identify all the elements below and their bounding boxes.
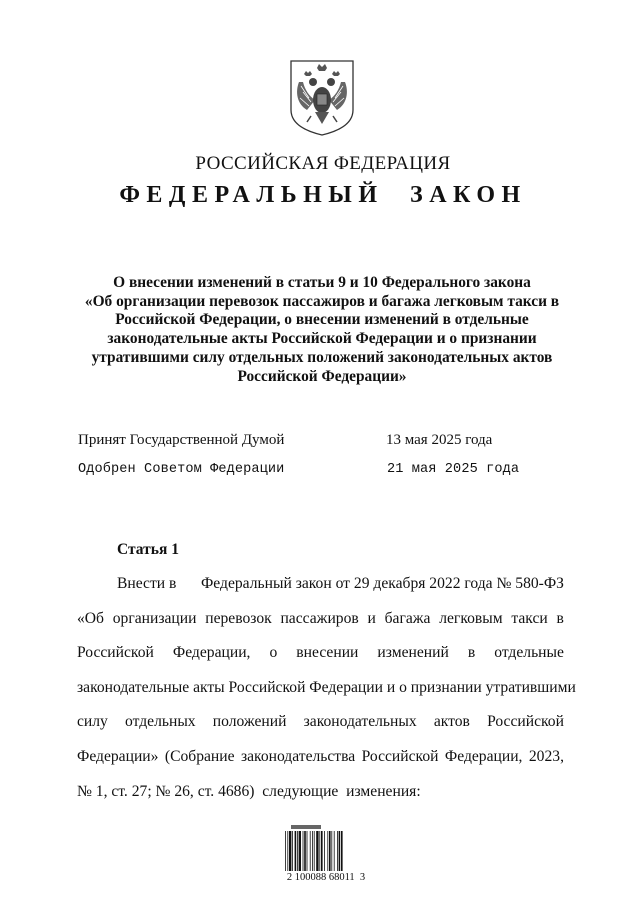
article-word: Российской [77, 644, 154, 662]
article-word: в [556, 609, 564, 627]
article-word: организации [112, 609, 197, 627]
barcode-icon [283, 825, 368, 873]
article-line [77, 567, 564, 602]
article-word: актов [433, 713, 470, 731]
law-title-line: «Об организации перевозок пассажиров и багажа легковым такси в [84, 292, 560, 310]
article-word: законодательных [303, 713, 417, 731]
council-approval-label: Одобрен Советом Федерации [78, 462, 285, 477]
council-approval-row [78, 462, 598, 484]
article-word: Российской [361, 747, 439, 765]
duma-adoption-label: Принят Государственной Думой [78, 432, 285, 448]
article-word: такси [511, 609, 548, 627]
article-word: Федерации, [444, 747, 523, 765]
law-title [72, 274, 572, 386]
article-word: Федеральный закон от 29 декабря 2022 года № 580-ФЗ [200, 575, 564, 592]
duma-adoption-row [78, 432, 598, 454]
article-word: (Собрание [164, 747, 235, 765]
article-heading: Статья 1 [117, 541, 179, 558]
article-body [77, 567, 576, 809]
article-word: о [269, 644, 278, 662]
article-line [77, 705, 564, 740]
russian-coat-of-arms-icon [289, 60, 355, 136]
article-word: в [467, 644, 476, 662]
country-name: РОССИЙСКАЯ ФЕДЕРАЦИЯ [195, 153, 451, 174]
article-word: Внести в [117, 575, 177, 592]
article-word: Российской [487, 713, 564, 731]
law-title-line: законодательные акты Российской Федерации и о признании [107, 330, 537, 348]
duma-adoption-date: 13 мая 2025 года [386, 432, 493, 448]
article-word: № 1, ст. 27; № 26, ст. 4686) следующие изменения: [77, 782, 421, 800]
document-type: ФЕДЕРАЛЬНЫЙ ЗАКОН [119, 182, 527, 208]
article-word: легковым [439, 609, 503, 627]
article-word: законодательные акты Российской Федерации и о признании утратившими [77, 678, 576, 696]
article-word: «Об [77, 609, 104, 627]
article-line [77, 775, 564, 810]
article-word: законодательства [240, 747, 356, 765]
article-line [77, 740, 564, 775]
law-title-line: Российской Федерации» [237, 367, 407, 385]
article-word: внесении [296, 644, 359, 662]
article-word: 2023, [528, 747, 564, 765]
article-word: пассажиров [280, 609, 359, 627]
article-word: Федерации, [172, 644, 251, 662]
law-title-line: утратившими силу отдельных положений законодательных актов [91, 348, 553, 366]
article-word: багажа [384, 609, 431, 627]
article-word: и [367, 609, 376, 627]
article-word: Федерации» [77, 747, 159, 765]
article-word: силу [77, 713, 108, 731]
article-word: перевозок [205, 609, 272, 627]
law-title-line: О внесении изменений в статьи 9 и 10 Федерального закона [113, 274, 531, 291]
article-line [77, 602, 564, 637]
article-word: положений [212, 713, 287, 731]
law-title-line: Российской Федерации, о внесении изменений в отдельные [115, 311, 529, 329]
article-line [77, 671, 576, 706]
council-approval-date: 21 мая 2025 года [387, 462, 520, 477]
article-line [77, 636, 564, 671]
article-word: отдельных [125, 713, 196, 731]
article-word: отдельные [494, 644, 564, 662]
article-word: изменений [377, 644, 449, 662]
barcode-number: 2 100088 68011 3 [286, 872, 366, 883]
